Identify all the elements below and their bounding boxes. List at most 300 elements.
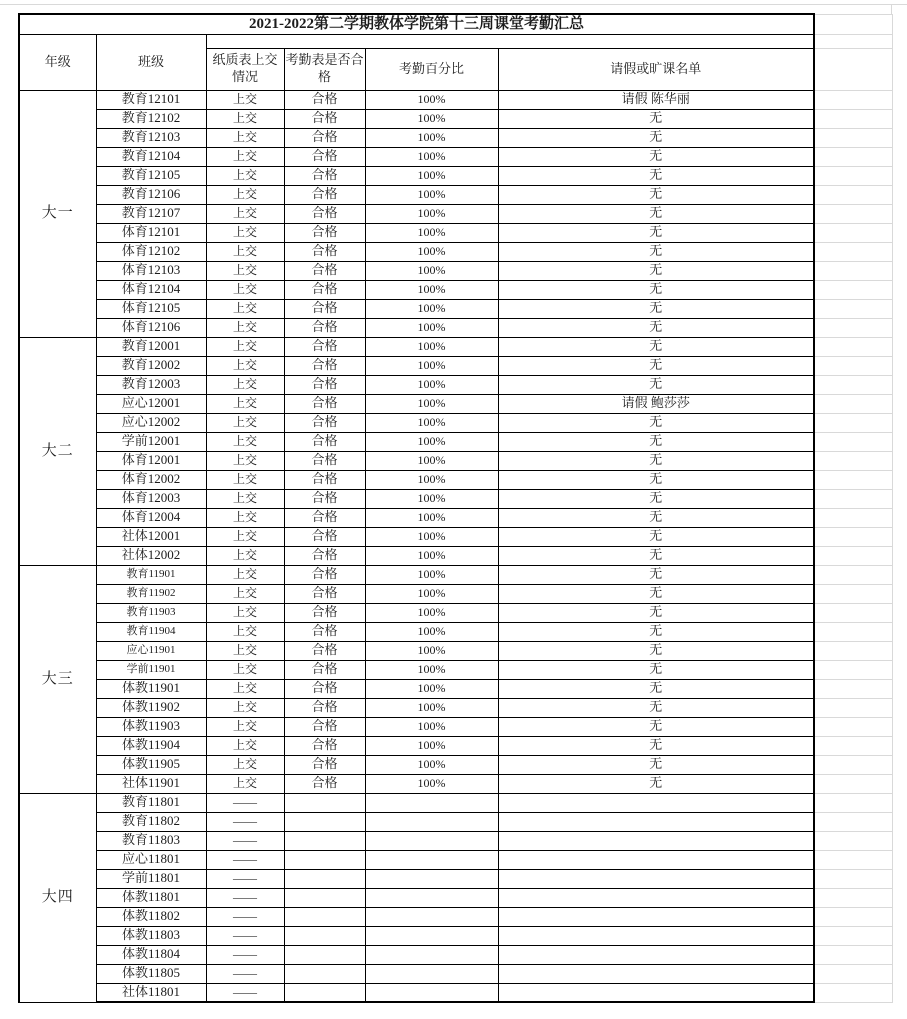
spacer-cell (206, 34, 814, 48)
class-cell: 学前11901 (96, 660, 206, 679)
grid-strip-cell (814, 489, 892, 508)
absence-list-cell: 无 (498, 185, 814, 204)
absence-list-cell: 无 (498, 679, 814, 698)
class-cell: 社体11901 (96, 774, 206, 793)
grid-strip-cell (814, 869, 892, 888)
class-cell: 体育12105 (96, 299, 206, 318)
absence-list-cell: 请假 陈华丽 (498, 90, 814, 109)
absence-list-cell: 无 (498, 261, 814, 280)
grid-strip-cell (814, 622, 892, 641)
paper-status-cell: 上交 (206, 128, 284, 147)
absence-list-cell: 无 (498, 603, 814, 622)
grid-strip-cell (814, 546, 892, 565)
paper-status-cell: 上交 (206, 660, 284, 679)
grid-strip-cell (814, 394, 892, 413)
absence-list-cell (498, 812, 814, 831)
grid-strip-cell (814, 698, 892, 717)
attendance-percent-cell: 100% (365, 375, 498, 394)
attendance-percent-cell: 100% (365, 489, 498, 508)
attendance-percent-cell: 100% (365, 109, 498, 128)
qualified-status-cell: 合格 (284, 280, 365, 299)
spacer-row (19, 34, 892, 48)
attendance-percent-cell: 100% (365, 318, 498, 337)
class-cell: 教育12103 (96, 128, 206, 147)
grade-cell: 大四 (19, 793, 96, 1002)
class-cell: 教育11801 (96, 793, 206, 812)
paper-status-cell: 上交 (206, 584, 284, 603)
paper-status-cell: 上交 (206, 736, 284, 755)
grid-strip-cell (814, 831, 892, 850)
grid-strip-cell (814, 14, 892, 34)
grid-strip-cell (814, 565, 892, 584)
absence-list-cell: 无 (498, 717, 814, 736)
absence-list-cell: 无 (498, 622, 814, 641)
absence-list-cell: 无 (498, 508, 814, 527)
attendance-percent-cell: 100% (365, 204, 498, 223)
paper-status-cell: 上交 (206, 166, 284, 185)
paper-status-cell: 上交 (206, 147, 284, 166)
class-cell: 教育11802 (96, 812, 206, 831)
paper-status-cell: 上交 (206, 622, 284, 641)
attendance-percent-cell: 100% (365, 299, 498, 318)
absence-list-cell: 无 (498, 470, 814, 489)
absence-list-cell (498, 983, 814, 1002)
class-cell: 教育12107 (96, 204, 206, 223)
attendance-percent-cell (365, 850, 498, 869)
class-cell: 体育12104 (96, 280, 206, 299)
absence-list-cell (498, 831, 814, 850)
class-cell: 体育12103 (96, 261, 206, 280)
paper-status-cell: 上交 (206, 451, 284, 470)
absence-list-cell: 无 (498, 774, 814, 793)
grid-strip-cell (814, 470, 892, 489)
absence-list-cell: 无 (498, 147, 814, 166)
absence-list-cell: 无 (498, 451, 814, 470)
table-row (19, 280, 892, 299)
class-cell: 体教11903 (96, 717, 206, 736)
table-row (19, 584, 892, 603)
qualified-status-cell: 合格 (284, 603, 365, 622)
table-row (19, 945, 892, 964)
attendance-percent-cell (365, 926, 498, 945)
paper-status-cell: 上交 (206, 280, 284, 299)
paper-status-cell: —— (206, 945, 284, 964)
qualified-status-cell: 合格 (284, 261, 365, 280)
grid-strip-cell (814, 888, 892, 907)
grid-strip-cell (814, 375, 892, 394)
attendance-percent-cell (365, 793, 498, 812)
absence-list-cell: 无 (498, 375, 814, 394)
qualified-status-cell: 合格 (284, 90, 365, 109)
class-cell: 社体12001 (96, 527, 206, 546)
paper-status-cell: 上交 (206, 470, 284, 489)
qualified-status-cell: 合格 (284, 147, 365, 166)
table-row (19, 603, 892, 622)
attendance-percent-cell (365, 983, 498, 1002)
qualified-status-cell: 合格 (284, 432, 365, 451)
absence-list-cell (498, 888, 814, 907)
table-row (19, 622, 892, 641)
absence-list-cell (498, 793, 814, 812)
grid-strip-cell (814, 774, 892, 793)
paper-status-cell: —— (206, 831, 284, 850)
table-row (19, 888, 892, 907)
table-row (19, 736, 892, 755)
attendance-percent-cell: 100% (365, 698, 498, 717)
paper-status-cell: —— (206, 926, 284, 945)
class-cell: 体育12003 (96, 489, 206, 508)
class-cell: 教育11803 (96, 831, 206, 850)
grade-cell: 大一 (19, 90, 96, 337)
paper-status-cell: 上交 (206, 603, 284, 622)
grid-strip-cell (814, 242, 892, 261)
grid-strip-cell (814, 90, 892, 109)
attendance-percent-cell: 100% (365, 774, 498, 793)
attendance-percent-cell: 100% (365, 451, 498, 470)
grid-strip-cell (814, 128, 892, 147)
class-cell: 教育12001 (96, 337, 206, 356)
paper-status-cell: —— (206, 793, 284, 812)
attendance-percent-cell: 100% (365, 394, 498, 413)
table-row (19, 261, 892, 280)
table-row (19, 470, 892, 489)
attendance-percent-cell: 100% (365, 717, 498, 736)
class-cell: 体育12002 (96, 470, 206, 489)
attendance-percent-cell: 100% (365, 584, 498, 603)
table-row (19, 375, 892, 394)
grid-strip-cell (814, 451, 892, 470)
absence-list-cell: 无 (498, 584, 814, 603)
paper-status-cell: 上交 (206, 432, 284, 451)
table-row (19, 90, 892, 109)
paper-status-cell: 上交 (206, 109, 284, 128)
attendance-percent-cell: 100% (365, 565, 498, 584)
table-row (19, 717, 892, 736)
class-cell: 教育11903 (96, 603, 206, 622)
table-row (19, 508, 892, 527)
grid-strip-cell (814, 261, 892, 280)
grid-strip-cell (814, 318, 892, 337)
class-cell: 体育12004 (96, 508, 206, 527)
sheet-gridline-horizontal (0, 4, 907, 5)
table-row (19, 641, 892, 660)
table-row (19, 318, 892, 337)
absence-list-cell: 无 (498, 109, 814, 128)
table-row (19, 850, 892, 869)
qualified-status-cell: 合格 (284, 755, 365, 774)
attendance-percent-cell: 100% (365, 603, 498, 622)
class-cell: 体教11805 (96, 964, 206, 983)
attendance-percent-cell: 100% (365, 185, 498, 204)
class-cell: 体教11804 (96, 945, 206, 964)
table-row (19, 831, 892, 850)
attendance-percent-cell: 100% (365, 280, 498, 299)
absence-list-cell: 无 (498, 204, 814, 223)
class-cell: 体育12001 (96, 451, 206, 470)
absence-list-cell (498, 926, 814, 945)
attendance-percent-cell (365, 831, 498, 850)
grid-strip-cell (814, 755, 892, 774)
absence-list-cell: 无 (498, 641, 814, 660)
grid-strip-cell (814, 337, 892, 356)
qualified-status-cell: 合格 (284, 375, 365, 394)
attendance-percent-cell: 100% (365, 508, 498, 527)
paper-status-cell: 上交 (206, 755, 284, 774)
paper-status-cell: 上交 (206, 299, 284, 318)
qualified-status-cell (284, 983, 365, 1002)
absence-list-cell: 无 (498, 565, 814, 584)
grid-strip-cell (814, 945, 892, 964)
qualified-status-cell (284, 964, 365, 983)
paper-status-cell: —— (206, 907, 284, 926)
class-cell: 教育11904 (96, 622, 206, 641)
table-row (19, 166, 892, 185)
qualified-status-cell: 合格 (284, 204, 365, 223)
attendance-percent-cell: 100% (365, 147, 498, 166)
grid-strip-cell (814, 204, 892, 223)
table-row (19, 185, 892, 204)
class-cell: 社体11801 (96, 983, 206, 1002)
table-row (19, 489, 892, 508)
table-row (19, 964, 892, 983)
table-row (19, 793, 892, 812)
grid-strip-cell (814, 34, 892, 48)
grid-strip-cell (814, 185, 892, 204)
table-row (19, 147, 892, 166)
page-title: 2021-2022第二学期教体学院第十三周课堂考勤汇总 (19, 14, 814, 34)
qualified-status-cell (284, 812, 365, 831)
table-row (19, 299, 892, 318)
absence-list-cell: 无 (498, 755, 814, 774)
table-row (19, 812, 892, 831)
table-row (19, 394, 892, 413)
table-row (19, 527, 892, 546)
grid-strip-cell (814, 736, 892, 755)
absence-list-cell: 无 (498, 223, 814, 242)
table-row (19, 907, 892, 926)
class-cell: 教育11902 (96, 584, 206, 603)
table-row (19, 128, 892, 147)
paper-status-cell: —— (206, 812, 284, 831)
col-header-absence: 请假或旷课名单 (498, 48, 814, 90)
title-row (19, 14, 892, 34)
attendance-percent-cell: 100% (365, 546, 498, 565)
qualified-status-cell: 合格 (284, 470, 365, 489)
grid-strip-cell (814, 793, 892, 812)
qualified-status-cell: 合格 (284, 774, 365, 793)
class-cell: 体育12101 (96, 223, 206, 242)
grid-strip-cell (814, 641, 892, 660)
table-row (19, 432, 892, 451)
col-header-qualified: 考勤表是否合格 (284, 48, 365, 90)
qualified-status-cell: 合格 (284, 128, 365, 147)
attendance-percent-cell: 100% (365, 755, 498, 774)
paper-status-cell: 上交 (206, 489, 284, 508)
absence-list-cell: 无 (498, 432, 814, 451)
attendance-percent-cell (365, 964, 498, 983)
table-row (19, 983, 892, 1002)
attendance-percent-cell: 100% (365, 679, 498, 698)
absence-list-cell (498, 850, 814, 869)
qualified-status-cell: 合格 (284, 508, 365, 527)
attendance-percent-cell: 100% (365, 736, 498, 755)
qualified-status-cell: 合格 (284, 546, 365, 565)
grid-strip-cell (814, 508, 892, 527)
qualified-status-cell: 合格 (284, 489, 365, 508)
grid-strip-cell (814, 907, 892, 926)
grid-strip-cell (814, 223, 892, 242)
attendance-percent-cell: 100% (365, 337, 498, 356)
attendance-percent-cell: 100% (365, 641, 498, 660)
class-cell: 体教11904 (96, 736, 206, 755)
absence-list-cell (498, 907, 814, 926)
attendance-percent-cell: 100% (365, 660, 498, 679)
absence-list-cell: 无 (498, 356, 814, 375)
class-cell: 教育11901 (96, 565, 206, 584)
class-cell: 体教11901 (96, 679, 206, 698)
qualified-status-cell (284, 945, 365, 964)
grid-strip-cell (814, 964, 892, 983)
attendance-percent-cell (365, 869, 498, 888)
class-cell: 教育12105 (96, 166, 206, 185)
absence-list-cell: 无 (498, 318, 814, 337)
class-cell: 教育12106 (96, 185, 206, 204)
qualified-status-cell: 合格 (284, 565, 365, 584)
paper-status-cell: 上交 (206, 413, 284, 432)
paper-status-cell: 上交 (206, 679, 284, 698)
paper-status-cell: 上交 (206, 698, 284, 717)
class-cell: 应心12002 (96, 413, 206, 432)
grid-strip-cell (814, 926, 892, 945)
grid-strip-cell (814, 527, 892, 546)
qualified-status-cell: 合格 (284, 413, 365, 432)
table-row (19, 660, 892, 679)
absence-list-cell: 无 (498, 337, 814, 356)
qualified-status-cell: 合格 (284, 318, 365, 337)
class-cell: 教育12101 (96, 90, 206, 109)
paper-status-cell: 上交 (206, 204, 284, 223)
attendance-percent-cell: 100% (365, 413, 498, 432)
paper-status-cell: 上交 (206, 337, 284, 356)
qualified-status-cell: 合格 (284, 622, 365, 641)
attendance-percent-cell (365, 888, 498, 907)
grid-strip-cell (814, 356, 892, 375)
qualified-status-cell: 合格 (284, 166, 365, 185)
col-header-grade: 年级 (19, 34, 96, 90)
paper-status-cell: 上交 (206, 527, 284, 546)
attendance-percent-cell (365, 945, 498, 964)
class-cell: 教育12104 (96, 147, 206, 166)
qualified-status-cell (284, 888, 365, 907)
grid-strip-cell (814, 48, 892, 90)
attendance-percent-cell: 100% (365, 470, 498, 489)
absence-list-cell: 无 (498, 280, 814, 299)
class-cell: 教育12102 (96, 109, 206, 128)
table-row (19, 755, 892, 774)
grid-strip-cell (814, 679, 892, 698)
absence-list-cell: 无 (498, 166, 814, 185)
grid-strip-cell (814, 812, 892, 831)
qualified-status-cell: 合格 (284, 394, 365, 413)
grid-strip-cell (814, 603, 892, 622)
table-row (19, 679, 892, 698)
qualified-status-cell: 合格 (284, 299, 365, 318)
qualified-status-cell: 合格 (284, 185, 365, 204)
table-row (19, 413, 892, 432)
grid-strip-cell (814, 432, 892, 451)
grid-strip-cell (814, 413, 892, 432)
attendance-percent-cell: 100% (365, 166, 498, 185)
qualified-status-cell: 合格 (284, 660, 365, 679)
paper-status-cell: 上交 (206, 546, 284, 565)
class-cell: 学前12001 (96, 432, 206, 451)
class-cell: 体教11902 (96, 698, 206, 717)
absence-list-cell: 无 (498, 489, 814, 508)
class-cell: 体教11905 (96, 755, 206, 774)
class-cell: 学前11801 (96, 869, 206, 888)
grade-cell: 大二 (19, 337, 96, 565)
class-cell: 教育12003 (96, 375, 206, 394)
grid-strip-cell (814, 717, 892, 736)
qualified-status-cell (284, 831, 365, 850)
table-row (19, 242, 892, 261)
grid-strip-cell (814, 299, 892, 318)
grid-strip-cell (814, 166, 892, 185)
paper-status-cell: 上交 (206, 261, 284, 280)
class-cell: 应心11901 (96, 641, 206, 660)
paper-status-cell: 上交 (206, 394, 284, 413)
attendance-summary-table (18, 13, 893, 1003)
qualified-status-cell: 合格 (284, 527, 365, 546)
table-row (19, 356, 892, 375)
table-row (19, 109, 892, 128)
grid-strip-cell (814, 147, 892, 166)
absence-list-cell: 无 (498, 242, 814, 261)
grid-strip-cell (814, 109, 892, 128)
paper-status-cell: 上交 (206, 318, 284, 337)
qualified-status-cell (284, 926, 365, 945)
table-row (19, 774, 892, 793)
attendance-percent-cell: 100% (365, 432, 498, 451)
class-cell: 社体12002 (96, 546, 206, 565)
absence-list-cell: 无 (498, 546, 814, 565)
absence-list-cell: 无 (498, 299, 814, 318)
attendance-percent-cell: 100% (365, 223, 498, 242)
paper-status-cell: 上交 (206, 774, 284, 793)
qualified-status-cell: 合格 (284, 736, 365, 755)
class-cell: 体育12102 (96, 242, 206, 261)
table-row (19, 869, 892, 888)
qualified-status-cell: 合格 (284, 698, 365, 717)
qualified-status-cell: 合格 (284, 356, 365, 375)
paper-status-cell: 上交 (206, 242, 284, 261)
qualified-status-cell: 合格 (284, 679, 365, 698)
paper-status-cell: —— (206, 869, 284, 888)
paper-status-cell: —— (206, 888, 284, 907)
table-row (19, 565, 892, 584)
grid-strip-cell (814, 850, 892, 869)
attendance-percent-cell: 100% (365, 356, 498, 375)
class-cell: 应心12001 (96, 394, 206, 413)
col-header-class: 班级 (96, 34, 206, 90)
grid-strip-cell (814, 983, 892, 1002)
attendance-percent-cell: 100% (365, 527, 498, 546)
class-cell: 体教11802 (96, 907, 206, 926)
qualified-status-cell (284, 869, 365, 888)
qualified-status-cell: 合格 (284, 717, 365, 736)
attendance-percent-cell: 100% (365, 622, 498, 641)
table-row (19, 546, 892, 565)
